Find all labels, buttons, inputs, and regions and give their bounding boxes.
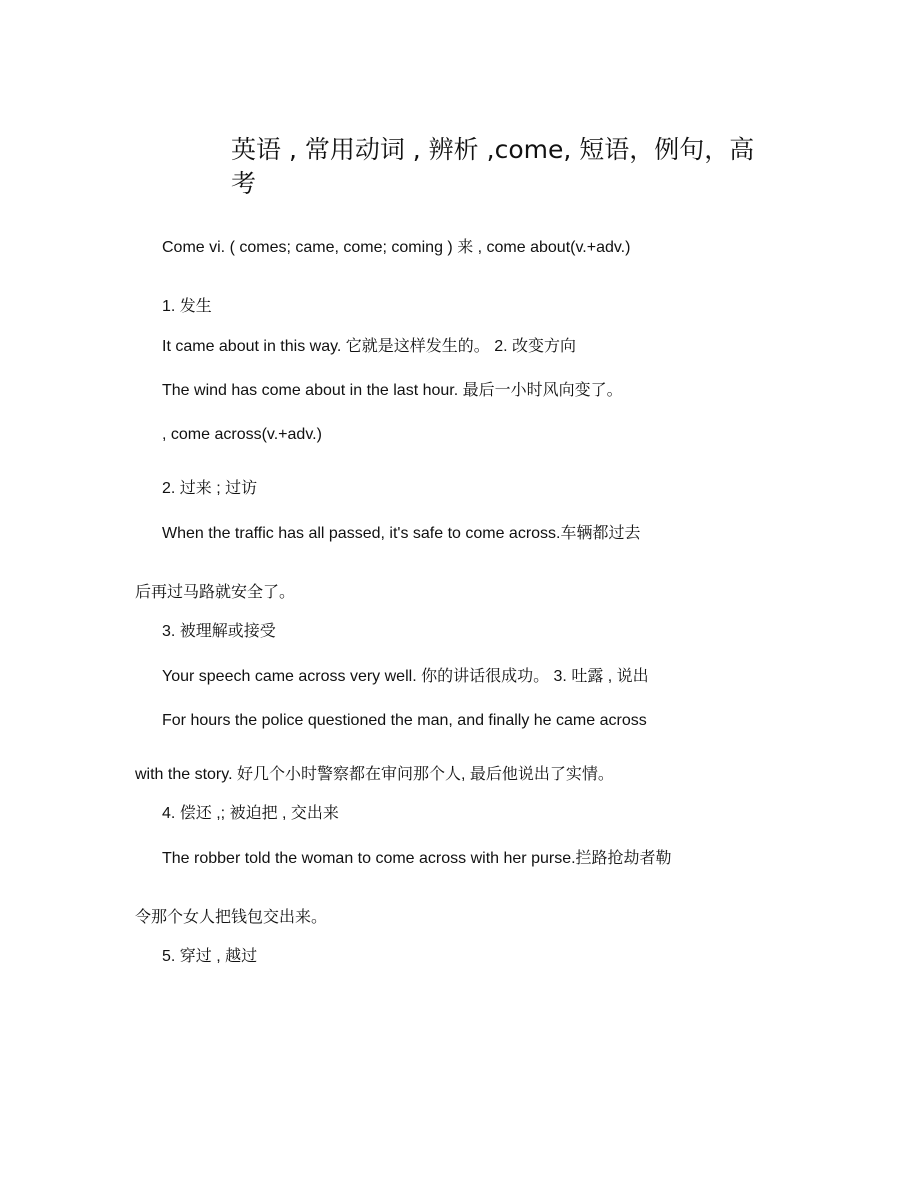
text-line: 后再过马路就安全了。 <box>135 584 296 601</box>
text-line: 2. 过来 ; 过访 <box>162 480 258 497</box>
text-line: , come across(v.+adv.) <box>162 426 322 443</box>
text-line: For hours the police questioned the man, and finally he came across <box>162 712 647 729</box>
text-line: The wind has come about in the last hour. 最后一小时风向变了。 <box>162 382 623 399</box>
text-line: 4. 偿还 ,; 被迫把 , 交出来 <box>162 805 339 822</box>
document-title: 英语 , 常用动词 , 辨析 ,come, 短语，例句，高考 <box>231 135 755 198</box>
text-line: The robber told the woman to come across with her purse.拦路抢劫者勒 <box>162 850 672 867</box>
text-line: Your speech came across very well. 你的讲话很成功。 3. 吐露 , 说出 <box>162 668 649 685</box>
text-line: It came about in this way. 它就是这样发生的。 2. 改变方向 <box>162 338 577 355</box>
text-line: 1. 发生 <box>162 298 212 315</box>
text-line: Come vi. ( comes; came, come; coming ) 来 , come about(v.+adv.) <box>162 239 631 256</box>
text-line: 令那个女人把钱包交出来。 <box>135 909 328 926</box>
text-line: with the story. 好几个小时警察都在审问那个人, 最后他说出了实情。 <box>135 766 614 783</box>
text-line: When the traffic has all passed, it's safe to come across.车辆都过去 <box>162 525 641 542</box>
text-line: 3. 被理解或接受 <box>162 623 276 640</box>
text-line: 5. 穿过 , 越过 <box>162 948 258 965</box>
